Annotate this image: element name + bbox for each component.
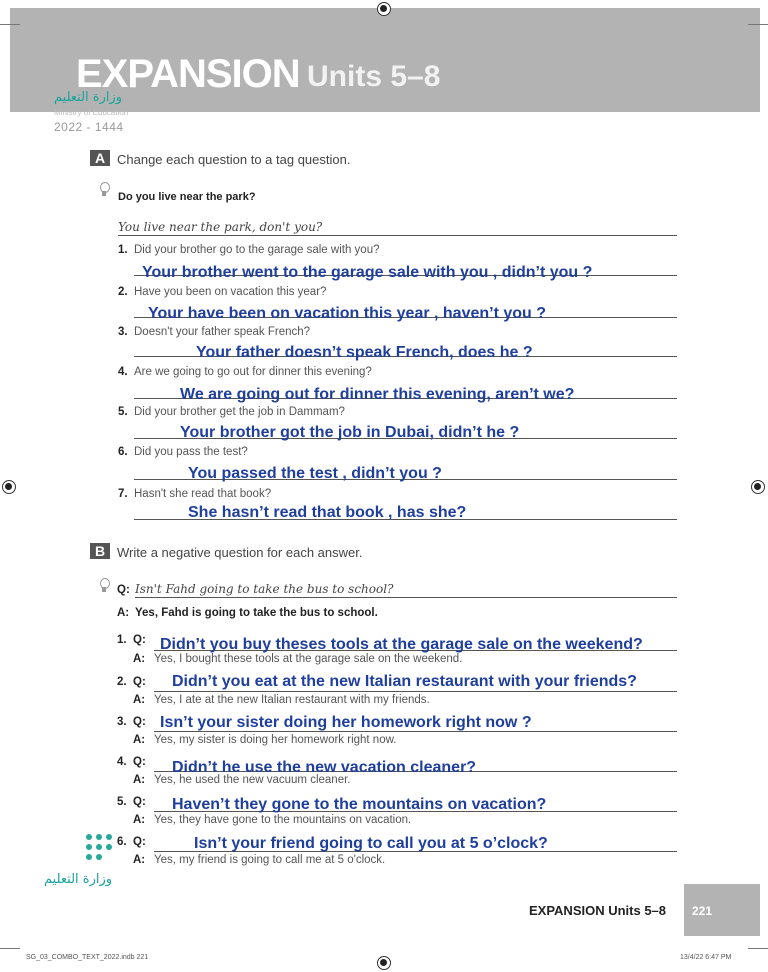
ministry-logo-bottom: وزارة التعليم: [44, 872, 113, 887]
q-label: Q:: [133, 836, 146, 848]
year-label: 2022 - 1444: [54, 120, 124, 134]
handwritten-question: Haven’t they gone to the mountains on vacation?: [172, 796, 547, 813]
question-text: Are we going to go out for dinner this evening?: [134, 366, 372, 378]
item-number: 5.: [117, 796, 127, 808]
handwritten-answer: Your brother got the job in Dubai, didn’t he ?: [180, 424, 520, 441]
question-text: Did you pass the test?: [134, 446, 248, 458]
question-text: Doesn't your father speak French?: [134, 326, 311, 338]
answer-text: Yes, they have gone to the mountains on vacation.: [154, 814, 412, 826]
question-text: Have you been on vacation this year?: [134, 286, 327, 298]
item-number: 6.: [117, 836, 127, 848]
q-label: Q:: [117, 584, 130, 596]
registration-mark-icon: [377, 2, 391, 16]
a-label: A:: [117, 607, 130, 619]
handwritten-question: Didn’t he use the new vacation cleaner?: [172, 759, 477, 776]
item-number: 4.: [117, 756, 127, 768]
item-number: 4.: [118, 366, 128, 378]
crop-mark: [0, 948, 20, 949]
handwritten-question: Isn’t your friend going to call you at 5 o’clock?: [194, 835, 548, 852]
handwritten-answer: Your have been on vacation this year , haven’t you ?: [148, 305, 547, 322]
answer-text: Yes, my sister is doing her homework right now.: [154, 734, 397, 746]
registration-mark-icon: [2, 480, 16, 494]
section-b-letter: B: [90, 543, 110, 559]
crop-mark: [0, 24, 20, 25]
handwritten-answer: Your brother went to the garage sale with you , didn’t you ?: [142, 264, 593, 281]
handwritten-answer: She hasn’t read that book , has she?: [188, 504, 467, 521]
item-number: 2.: [118, 286, 128, 298]
item-number: 1.: [118, 244, 128, 256]
answer-text: Yes, I ate at the new Italian restaurant with my friends.: [154, 694, 430, 706]
question-text: Hasn't she read that book?: [134, 488, 272, 500]
answer-text: Yes, my friend is going to call me at 5 o'clock.: [154, 854, 386, 866]
ministry-logo-top: وزارة التعليم: [54, 90, 123, 105]
item-number: 7.: [118, 488, 128, 500]
example-question: Do you live near the park?: [118, 191, 256, 203]
a-label: A:: [133, 734, 146, 746]
section-a-letter: A: [90, 150, 110, 166]
lightbulb-icon: [99, 578, 109, 592]
example-question: Isn't Fahd going to take the bus to school?: [135, 582, 394, 596]
registration-mark-icon: [751, 480, 765, 494]
crop-mark: [748, 24, 768, 25]
q-label: Q:: [133, 716, 146, 728]
registration-mark-icon: [377, 956, 391, 970]
question-text: Did your brother go to the garage sale with you?: [134, 244, 380, 256]
q-label: Q:: [133, 756, 146, 768]
item-number: 2.: [117, 676, 127, 688]
crop-mark: [748, 948, 768, 949]
ministry-tiny-text: Ministry of Education: [54, 108, 129, 117]
handwritten-question: Didn’t you eat at the new Italian restaurant with your friends?: [172, 673, 637, 690]
a-label: A:: [133, 694, 146, 706]
question-text: Did your brother get the job in Dammam?: [134, 406, 345, 418]
handwritten-answer: Your father doesn’t speak French, does he ?: [196, 344, 533, 361]
q-label: Q:: [133, 676, 146, 688]
a-label: A:: [133, 814, 146, 826]
example-answer: Yes, Fahd is going to take the bus to school.: [135, 607, 378, 619]
q-label: Q:: [133, 796, 146, 808]
item-number: 1.: [117, 634, 127, 646]
item-number: 3.: [118, 326, 128, 338]
item-number: 5.: [118, 406, 128, 418]
q-label: Q:: [133, 634, 146, 646]
answer-text: Yes, I bought these tools at the garage sale on the weekend.: [154, 653, 463, 665]
section-a-instruction: Change each question to a tag question.: [117, 152, 351, 167]
footer-title: EXPANSION Units 5–8: [529, 903, 667, 918]
print-slug-right: 13/4/22 6:47 PM: [680, 954, 732, 961]
print-slug-left: SG_03_COMBO_TEXT_2022.indb 221: [26, 954, 149, 961]
handwritten-answer: You passed the test , didn’t you ?: [188, 465, 442, 482]
a-label: A:: [133, 854, 146, 866]
lightbulb-icon: [99, 182, 109, 196]
page-number: 221: [692, 904, 713, 918]
answer-line: [135, 597, 677, 598]
a-label: A:: [133, 774, 146, 786]
example-answer: You live near the park, don't you?: [118, 220, 323, 234]
item-number: 6.: [118, 446, 128, 458]
item-number: 3.: [117, 716, 127, 728]
page-subtitle: Units 5–8: [307, 60, 441, 93]
a-label: A:: [133, 653, 146, 665]
handwritten-question: Didn’t you buy theses tools at the garage sale on the weekend?: [160, 636, 643, 653]
page-title: EXPANSION: [76, 52, 300, 96]
handwritten-answer: We are going out for dinner this evening, aren’t we?: [180, 386, 575, 403]
answer-line: [154, 691, 677, 692]
handwritten-question: Isn’t your sister doing her homework right now ?: [160, 714, 532, 731]
answer-line: [118, 235, 677, 236]
answer-text: Yes, he used the new vacuum cleaner.: [154, 774, 351, 786]
section-b-instruction: Write a negative question for each answer.: [117, 545, 363, 560]
